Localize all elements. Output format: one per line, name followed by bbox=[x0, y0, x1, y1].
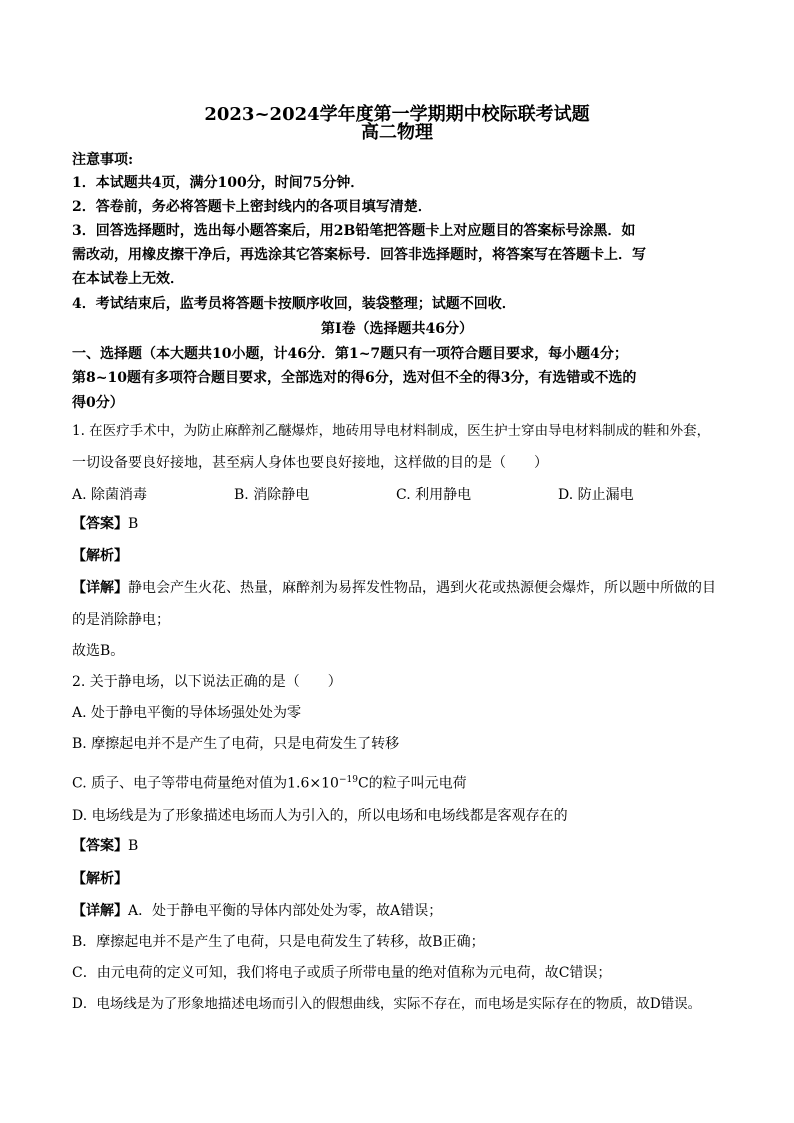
note-item-3-end: 在本试卷上无效． bbox=[72, 271, 184, 287]
q2-stem: 2. 关于静电场，以下说法正确的是（ ） bbox=[72, 674, 342, 690]
note-item-1: 1．本试题共4页，满分100分，时间75分钟． bbox=[72, 175, 365, 191]
notes-heading: 注意事项: bbox=[72, 152, 134, 168]
q1-stem-2: 一切设备要良好接地，甚至病人身体也要良好接地，这样做的目的是（ ） bbox=[72, 455, 548, 471]
note-item-2: 2．答卷前，务必将答题卡上密封线内的各项目填写清楚． bbox=[72, 199, 432, 215]
q1-answer-value: B bbox=[128, 516, 139, 532]
q2-analysis-label: 【解析】 bbox=[72, 871, 128, 887]
note-item-3-cont: 需改动，用橡皮擦干净后，再选涂其它答案标号．回答非选择题时，将答案写在答题卡上．写 bbox=[72, 247, 646, 263]
q2-analysis-tag bbox=[72, 869, 128, 889]
exam-title: 2023~2024学年度第一学期期中校际联考试题 bbox=[204, 104, 590, 125]
q2-option-c-value: 1.6×10 bbox=[287, 775, 339, 792]
q1-stem-1: 1. 在医疗手术中，为防止麻醉剂乙醚爆炸，地砖用导电材料制成，医生护士穿由导电材料制成的鞋和外套， bbox=[72, 423, 711, 439]
exam-subject bbox=[0, 118, 794, 144]
q2-option-b: B. 摩擦起电并不是产生了电荷，只是电荷发生了转移 bbox=[72, 736, 400, 752]
q2-detail-c: C．由元电荷的定义可知，我们将电子或质子所带电量的绝对值称为元电荷，故C错误； bbox=[72, 965, 612, 981]
section-intro-2: 第8~10题有多项符合题目要求，全部选对的得6分，选对但不全的得3分，有选错或不选的 bbox=[72, 370, 637, 386]
note-item-3: 3．回答选择题时，选出每小题答案后，用2B铅笔把答题卡上对应题目的答案标号涂黑．如 bbox=[72, 223, 636, 239]
section-intro-3: 得0分） bbox=[72, 395, 124, 411]
q2-option-c-suffix: C的粒子叫元电荷 bbox=[357, 775, 467, 792]
q1-conclusion: 故选B。 bbox=[72, 643, 125, 659]
section-heading: 第Ⅰ卷（选择题共46分） bbox=[320, 321, 474, 337]
q2-option-c bbox=[72, 770, 467, 794]
q1-option-a: A. 除菌消毒 bbox=[72, 487, 148, 503]
q1-option-c: C. 利用静电 bbox=[396, 487, 472, 503]
q2-option-c-exponent: −19 bbox=[338, 775, 358, 785]
q1-analysis-tag bbox=[72, 546, 128, 566]
exam-subject-text: 高二物理 bbox=[361, 122, 433, 143]
q2-detail-d: D．电场线是为了形象地描述电场而引入的假想曲线，实际不存在，而电场是实际存在的物质，故D错误。 bbox=[72, 996, 702, 1012]
q2-detail-b: B．摩擦起电并不是产生了电荷，只是电荷发生了转移，故B正确； bbox=[72, 934, 485, 950]
q2-option-d: D. 电场线是为了形象描述电场而人为引入的，所以电场和电场线都是客观存在的 bbox=[72, 808, 568, 824]
q1-option-d: D. 防止漏电 bbox=[558, 487, 634, 503]
section-intro-1: 一、选择题（本大题共10小题，计46分．第1~7题只有一项符合题目要求，每小题4分； bbox=[72, 346, 628, 362]
q2-detail-a bbox=[72, 901, 442, 921]
q1-analysis-label: 【解析】 bbox=[72, 548, 128, 564]
q2-answer-value: B bbox=[128, 838, 139, 854]
q1-answer-tag: 【答案】 bbox=[72, 516, 128, 532]
q1-detail-text: 静电会产生火花、热量，麻醉剂为易挥发性物品，遇到火花或热源便会爆炸，所以题中所做的目 bbox=[128, 580, 716, 596]
q1-answer bbox=[72, 514, 138, 534]
q2-option-c-prefix: C. 质子、电子等带电荷量绝对值为 bbox=[72, 775, 288, 792]
q2-answer bbox=[72, 836, 138, 856]
note-item-4: 4．考试结束后，监考员将答题卡按顺序收回，装袋整理；试题不回收． bbox=[72, 296, 516, 312]
q2-detail-a-text: A．处于静电平衡的导体内部处处为零，故A错误； bbox=[128, 903, 443, 919]
q2-answer-tag: 【答案】 bbox=[72, 838, 128, 854]
q1-detail-tag: 【详解】 bbox=[72, 580, 128, 596]
q2-option-a: A. 处于静电平衡的导体场强处处为零 bbox=[72, 705, 302, 721]
q2-detail-tag: 【详解】 bbox=[72, 903, 128, 919]
q1-detail-1 bbox=[72, 578, 716, 598]
q1-option-b: B. 消除静电 bbox=[234, 487, 310, 503]
q1-detail-2: 的是消除静电； bbox=[72, 612, 170, 628]
